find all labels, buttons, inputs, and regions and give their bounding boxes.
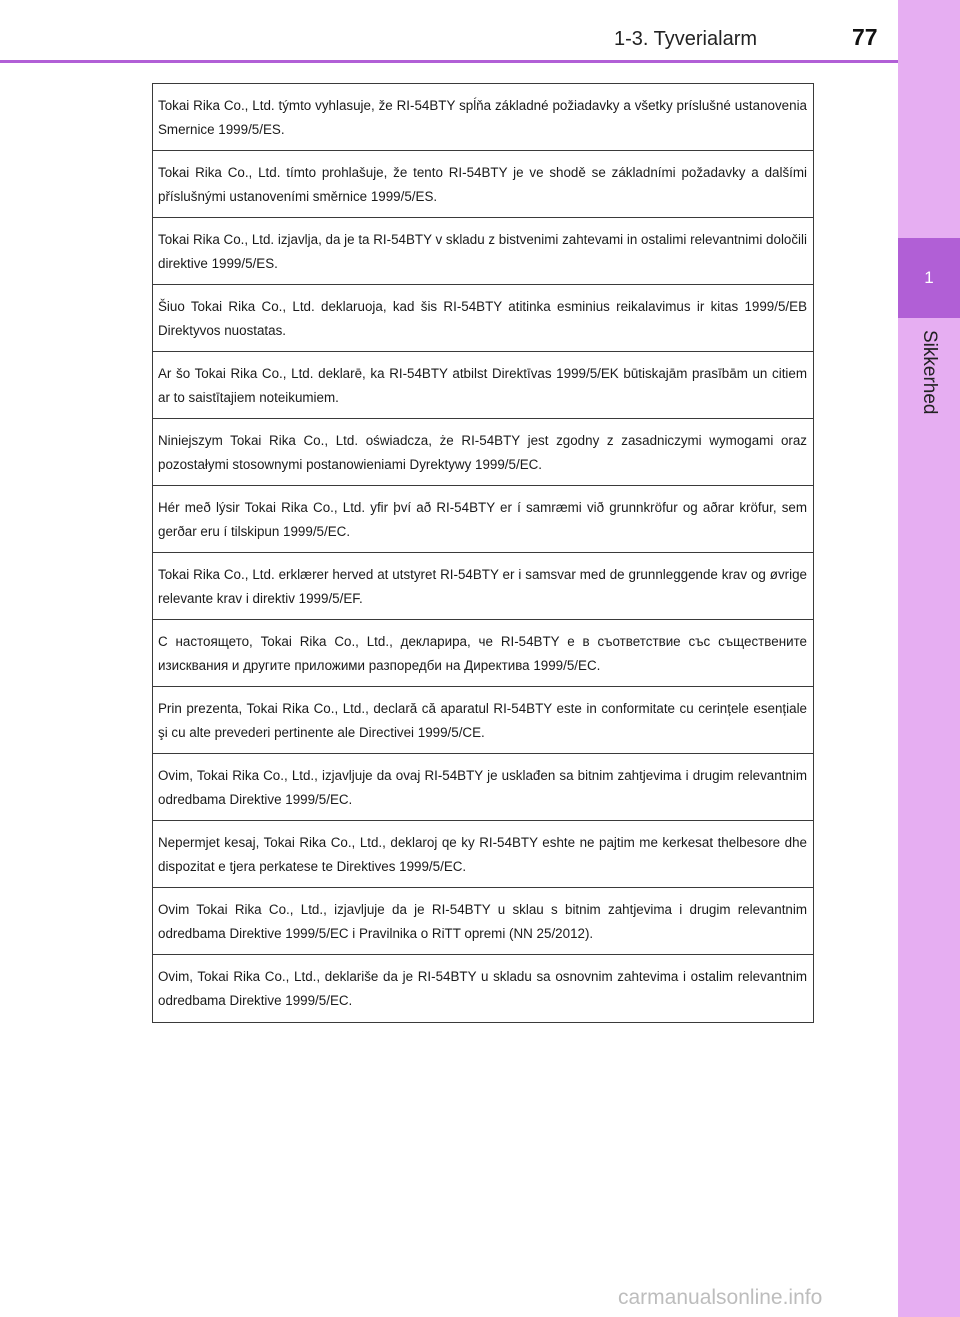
header-rule	[0, 60, 898, 63]
declaration-lithuanian: Šiuo Tokai Rika Co., Ltd. deklaruoja, kad šis RI-54BTY atitinka esminius reikalavimus ir kitas 1999/5/EB Direktyvos nuostatas.	[153, 285, 813, 352]
chapter-number: 1	[924, 268, 934, 287]
declaration-icelandic: Hér með lýsir Tokai Rika Co., Ltd. yfir því að RI-54BTY er í samræmi við grunnkröfur og aðrar kröfur, sem gerðar eru í tilskipun 1999/5/EC.	[153, 486, 813, 553]
declaration-serbian: Ovim, Tokai Rika Co., Ltd., deklariše da je RI-54BTY u skladu sa osnovnim zahtevima i ostalim relevantnim odredbama Direktive 1999/5/EC.	[158, 969, 807, 1008]
watermark: carmanualsonline.info	[618, 1286, 823, 1309]
declaration-latvian: Ar šo Tokai Rika Co., Ltd. deklarē, ka RI-54BTY atbilst Direktīvas 1999/5/EK būtiskajām prasībām un citiem ar to saistītajiem noteikumiem.	[153, 352, 813, 419]
declaration-czech: Tokai Rika Co., Ltd. tímto prohlašuje, že tento RI-54BTY je ve shodě se základními požadavky a dalšími příslušnými ustanoveními směrnice 1999/5/ES.	[153, 151, 813, 218]
declaration-bulgarian: С настоящето, Tokai Rika Co., Ltd., декларира, че RI-54BTY е в съответствие със съществените изисквания и другите приложими разпоредби на Директива 1999/5/ЕС.	[153, 620, 813, 687]
side-strip	[898, 0, 960, 1317]
section-title: 1-3. Tyverialarm	[614, 28, 758, 50]
declaration-croatian: Ovim Tokai Rika Co., Ltd., izjavljuje da je RI-54BTY u sklau s bitnim zahtjevima i drugim relevantnim odredbama Direktive 1999/5/EC i Pravilnika o RiTT opremi (NN 25/2012).	[153, 888, 813, 955]
declaration-polish: Niniejszym Tokai Rika Co., Ltd. oświadcza, że RI-54BTY jest zgodny z zasadniczymi wymogami oraz pozostałymi stosownymi postanowieniami Dyrektywy 1999/5/EC.	[153, 419, 813, 486]
declaration-table	[152, 83, 814, 1023]
chapter-title	[898, 330, 960, 430]
declaration-romanian: Prin prezenta, Tokai Rika Co., Ltd., declară că aparatul RI-54BTY este in conformitate cu cerințele esențiale şi cu alte prevederi pertinente ale Directivei 1999/5/CE.	[153, 687, 813, 754]
page-number: 77	[852, 24, 878, 50]
declaration-norwegian: Tokai Rika Co., Ltd. erklærer herved at utstyret RI-54BTY er i samsvar med de grunnleggende krav og øvrige relevante krav i direktiv 1999/5/EF.	[153, 553, 813, 620]
chapter-title-text: Sikkerhed	[919, 330, 940, 415]
declaration-albanian: Nepermjet kesaj, Tokai Rika Co., Ltd., deklaroj qe ky RI-54BTY eshte ne pajtim me kerkesat thelbesore dhe dispozitat e tjera perkatese te Direktives 1999/5/EC.	[153, 821, 813, 888]
chapter-tab[interactable]	[898, 238, 960, 318]
declaration-bosnian: Ovim, Tokai Rika Co., Ltd., izjavljuje da ovaj RI-54BTY je usklađen sa bitnim zahtjevima i drugim relevantnim odredbama Direktive 1999/5/EC.	[153, 754, 813, 821]
declaration-slovak: Tokai Rika Co., Ltd. týmto vyhlasuje, že RI-54BTY spĺňa základné požiadavky a všetky príslušné ustanovenia Smernice 1999/5/ES.	[153, 84, 813, 151]
declaration-slovenian: Tokai Rika Co., Ltd. izjavlja, da je ta RI-54BTY v skladu z bistvenimi zahtevami in ostalimi relevantnimi določili direktive 1999/5/ES.	[153, 218, 813, 285]
